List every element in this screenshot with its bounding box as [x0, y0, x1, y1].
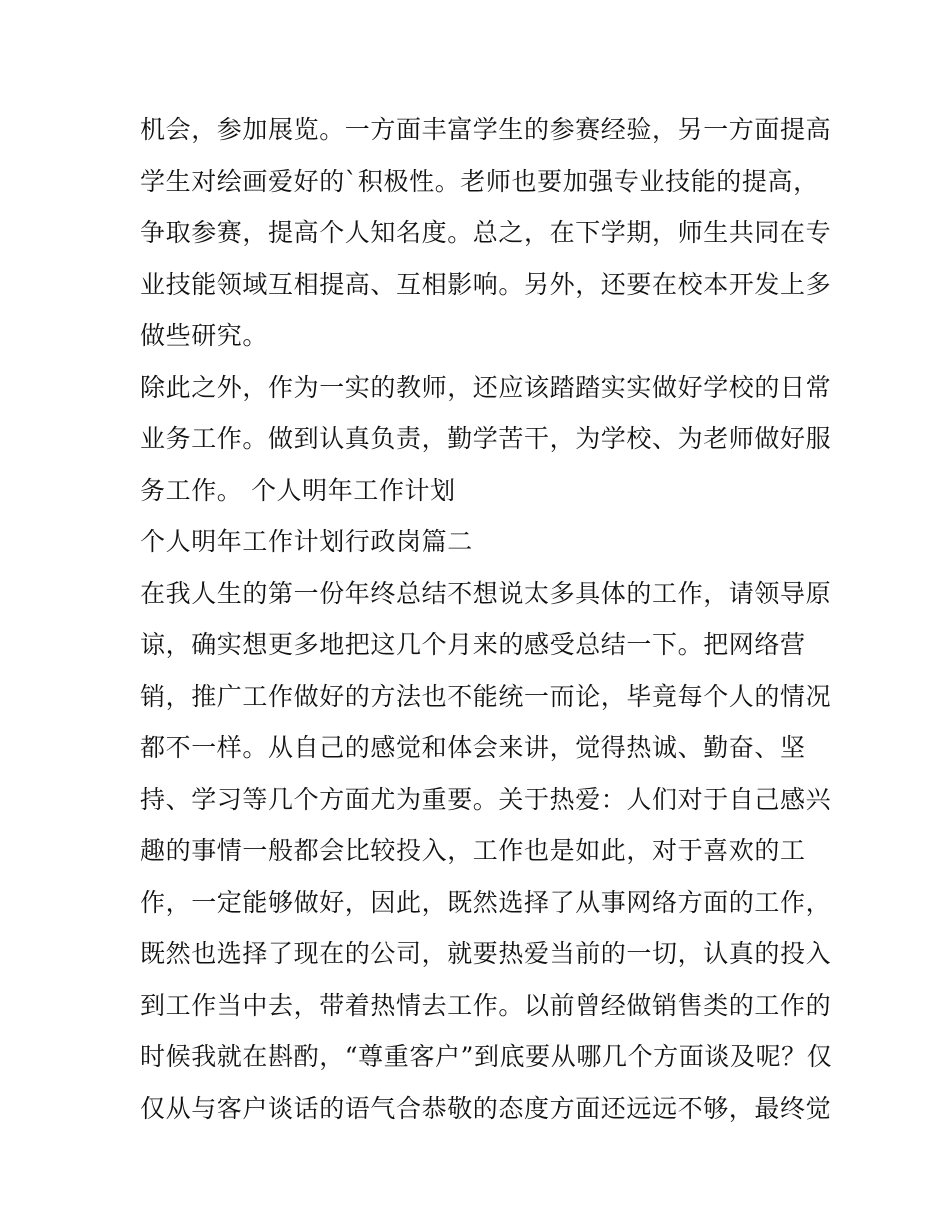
text-line: 仅从与客户谈话的语气合恭敬的态度方面还远远不够，最终觉	[140, 1093, 832, 1123]
text-line: 业务工作。做到认真负责，勤学苦干，为学校、为老师做好服	[140, 424, 832, 453]
text-line: 既然也选择了现在的公司，就要热爱当前的一切，认真的投入	[140, 939, 832, 968]
text-line: 学生对绘画爱好的`积极性。老师也要加强专业技能的提高，	[140, 166, 819, 196]
text-line: 到工作当中去，带着热情去工作。以前曾经做销售类的工作的	[140, 990, 832, 1020]
text-line: 争取参赛，提高个人知名度。总之，在下学期，师生共同在专	[140, 218, 832, 247]
text-line: 谅，确实想更多地把这几个月来的感受总结一下。把网络营	[140, 630, 806, 659]
text-line: 业技能领域互相提高、互相影响。另外，还要在校本开发上多	[140, 269, 832, 299]
text-line: 都不一样。从自己的感觉和体会来讲，觉得热诚、勤奋、坚	[140, 733, 806, 762]
text-line: 时候我就在斟酌，“尊重客户”到底要从哪几个方面谈及呢？仅	[140, 1042, 833, 1071]
body-text	[140, 104, 833, 1134]
text-line: 在我人生的第一份年终总结不想说太多具体的工作，请领导原	[140, 578, 832, 608]
text-line: 作，一定能够做好，因此，既然选择了从事网络方面的工作，	[140, 887, 832, 917]
text-line: 机会，参加展览。一方面丰富学生的参赛经验，另一方面提高	[140, 115, 832, 144]
text-line: 务工作。 个人明年工作计划	[140, 475, 456, 505]
text-line: 除此之外，作为一实的教师，还应该踏踏实实做好学校的日常	[140, 372, 832, 402]
section-heading: 个人明年工作计划行政岗篇二	[140, 527, 473, 556]
text-line: 持、学习等几个方面尤为重要。关于热爱：人们对于自己感兴	[140, 784, 832, 814]
text-line: 趣的事情一般都会比较投入，工作也是如此，对于喜欢的工	[140, 836, 806, 865]
text-line: 做些研究。	[140, 321, 269, 350]
text-line: 销，推广工作做好的方法也不能统一而论，毕竟每个人的情况	[140, 681, 832, 711]
